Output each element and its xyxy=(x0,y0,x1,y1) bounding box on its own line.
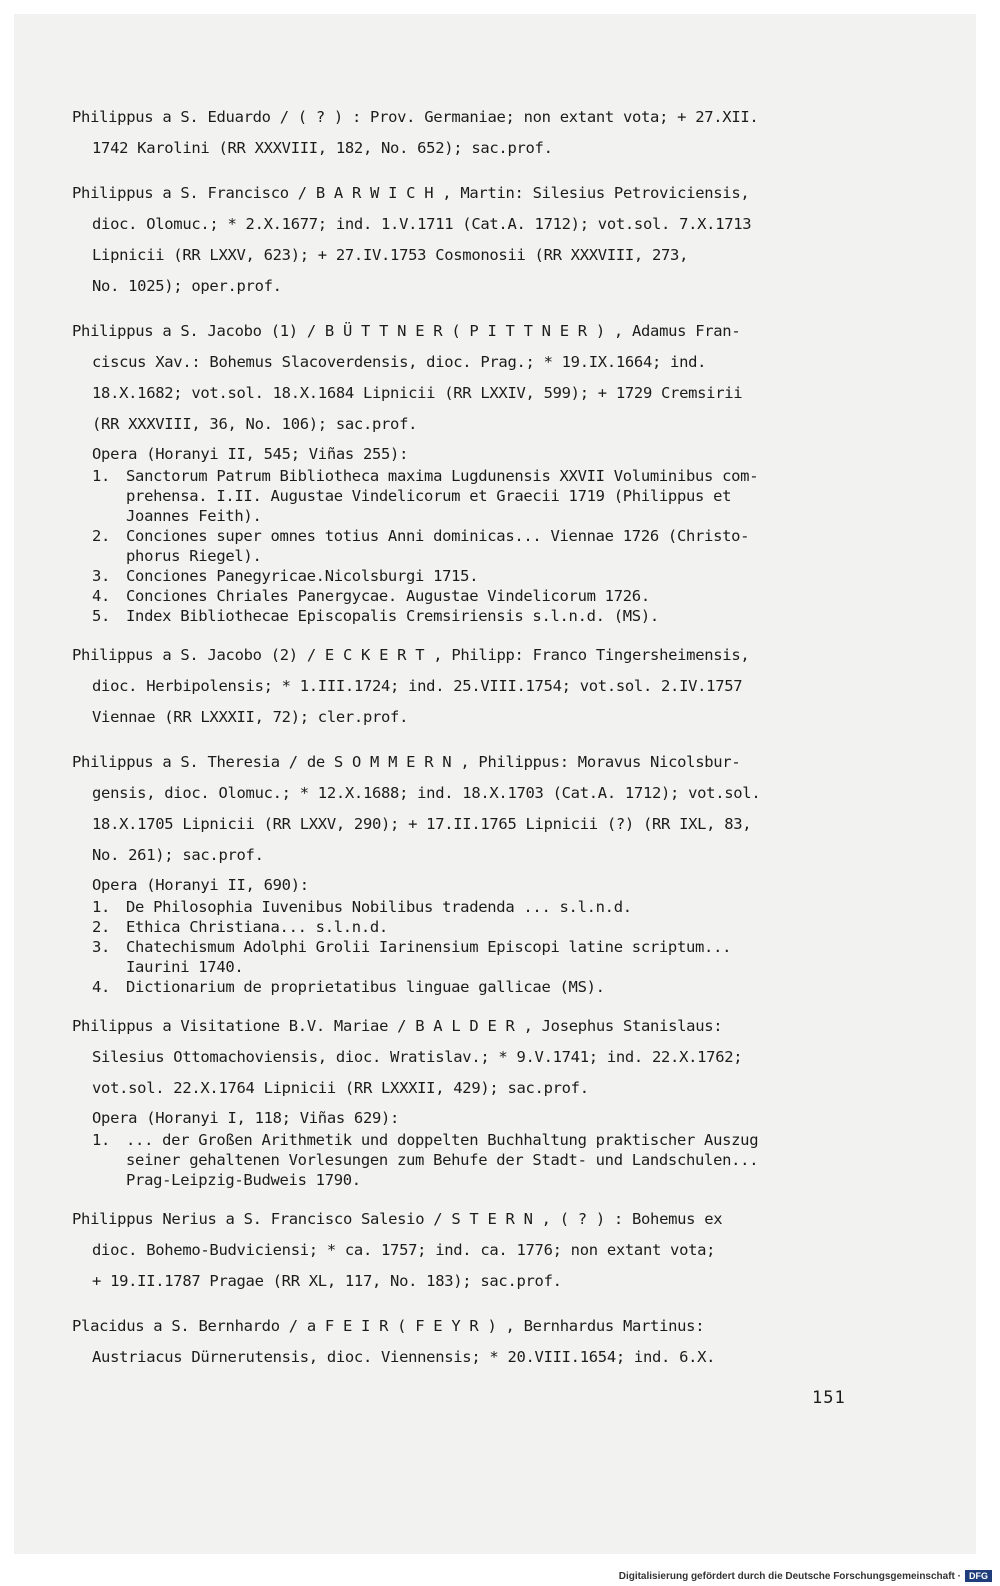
opera-heading: Opera (Horanyi II, 690): xyxy=(92,876,309,894)
opera-item-line: Index Bibliothecae Episcopalis Cremsiriensis s.l.n.d. (MS). xyxy=(126,607,659,625)
entry-line: dioc. Bohemo-Budviciensi; * ca. 1757; ind. ca. 1776; non extant vota; xyxy=(92,1241,716,1259)
opera-item-line: Joannes Feith). xyxy=(126,507,262,525)
opera-item xyxy=(92,566,872,586)
entry-line: Austriacus Dürnerutensis, dioc. Viennensis; * 20.VIII.1654; ind. 6.X. xyxy=(92,1348,716,1366)
opera-item-number: 1. xyxy=(92,1131,111,1149)
opera-item-number: 2. xyxy=(92,918,111,936)
opera-item-line: Dictionarium de proprietatibus linguae gallicae (MS). xyxy=(126,978,605,996)
opera-item xyxy=(92,606,872,626)
opera-item-number: 4. xyxy=(92,978,111,996)
entry-line: 18.X.1705 Lipnicii (RR LXXV, 290); + 17.II.1765 Lipnicii (?) (RR IXL, 83, xyxy=(92,815,752,833)
opera-item-line: De Philosophia Iuvenibus Nobilibus tradenda ... s.l.n.d. xyxy=(126,898,632,916)
opera-item-text xyxy=(126,566,872,586)
entry-line: 1742 Karolini (RR XXXVIII, 182, No. 652); sac.prof. xyxy=(92,139,553,157)
opera-item-line: Chatechismum Adolphi Grolii Iarinensium Episcopi latine scriptum... xyxy=(126,938,732,956)
opera-item xyxy=(92,937,872,977)
opera-item xyxy=(92,466,872,526)
entry-line: dioc. Herbipolensis; * 1.III.1724; ind. 25.VIII.1754; vot.sol. 2.IV.1757 xyxy=(92,677,743,695)
opera-item-number: 2. xyxy=(92,527,111,545)
entry-line: + 19.II.1787 Pragae (RR XL, 117, No. 183); sac.prof. xyxy=(92,1272,562,1290)
opera-item-line: Conciones Panegyricae.Nicolsburgi 1715. xyxy=(126,567,479,585)
opera-item-line: Conciones Chriales Panergycae. Augustae Vindelicorum 1726. xyxy=(126,587,650,605)
footer-text: Digitalisierung gefördert durch die Deutsche Forschungsgemeinschaft · xyxy=(618,1570,961,1582)
opera-item xyxy=(92,977,872,997)
opera-item-number: 1. xyxy=(92,898,111,916)
opera-item-line: prehensa. I.II. Augustae Vindelicorum et Graecii 1719 (Philippus et xyxy=(126,487,732,505)
register-entry xyxy=(72,102,872,164)
register-entry xyxy=(72,316,872,626)
opera-item-text xyxy=(126,466,872,526)
opera-heading: Opera (Horanyi I, 118; Viñas 629): xyxy=(92,1109,400,1127)
entry-line: No. 1025); oper.prof. xyxy=(92,277,282,295)
opera-list xyxy=(72,873,872,997)
entry-heading-line: Philippus a S. Francisco / B A R W I C H , Martin: Silesius Petroviciensis, xyxy=(72,184,750,202)
entry-line: Viennae (RR LXXXII, 72); cler.prof. xyxy=(92,708,409,726)
opera-list xyxy=(72,442,872,626)
opera-heading: Opera (Horanyi II, 545; Viñas 255): xyxy=(92,445,409,463)
opera-item-text xyxy=(126,937,872,977)
entry-line: dioc. Olomuc.; * 2.X.1677; ind. 1.V.1711 (Cat.A. 1712); vot.sol. 7.X.1713 xyxy=(92,215,752,233)
entry-line: No. 261); sac.prof. xyxy=(92,846,264,864)
entry-line: (RR XXXVIII, 36, No. 106); sac.prof. xyxy=(92,415,418,433)
opera-item-line: Ethica Christiana... s.l.n.d. xyxy=(126,918,388,936)
opera-list xyxy=(72,1106,872,1190)
opera-item xyxy=(92,897,872,917)
opera-item-text xyxy=(126,977,872,997)
entry-heading-line: Philippus a S. Theresia / de S O M M E R N , Philippus: Moravus Nicolsbur- xyxy=(72,753,741,771)
entry-line: 18.X.1682; vot.sol. 18.X.1684 Lipnicii (RR LXXIV, 599); + 1729 Cremsirii xyxy=(92,384,743,402)
entry-heading-line: Philippus a Visitatione B.V. Mariae / B A L D E R , Josephus Stanislaus: xyxy=(72,1017,723,1035)
register-entry xyxy=(72,1311,872,1373)
opera-item-text xyxy=(126,897,872,917)
funding-footer xyxy=(619,1570,992,1582)
entry-line: Silesius Ottomachoviensis, dioc. Wratislav.; * 9.V.1741; ind. 22.X.1762; xyxy=(92,1048,743,1066)
opera-item-text xyxy=(126,917,872,937)
opera-item-text xyxy=(126,1130,872,1190)
opera-item xyxy=(92,1130,872,1190)
register-entry xyxy=(72,1011,872,1190)
register-content xyxy=(72,102,872,1387)
opera-item-line: phorus Riegel). xyxy=(126,547,262,565)
opera-item-number: 3. xyxy=(92,938,111,956)
entry-heading-line: Philippus a S. Eduardo / ( ? ) : Prov. Germaniae; non extant vota; + 27.XII. xyxy=(72,108,759,126)
dfg-logo: DFG xyxy=(965,1570,992,1582)
register-entry xyxy=(72,178,872,302)
register-entry xyxy=(72,640,872,733)
scanned-page xyxy=(14,14,976,1554)
opera-item-number: 4. xyxy=(92,587,111,605)
opera-item-number: 5. xyxy=(92,607,111,625)
entry-line: Lipnicii (RR LXXV, 623); + 27.IV.1753 Cosmonosii (RR XXXVIII, 273, xyxy=(92,246,689,264)
opera-item-line: Conciones super omnes totius Anni dominicas... Viennae 1726 (Christo- xyxy=(126,527,750,545)
opera-item-text xyxy=(126,526,872,566)
register-entry xyxy=(72,747,872,997)
opera-item-text xyxy=(126,586,872,606)
opera-item-line: Iaurini 1740. xyxy=(126,958,244,976)
entry-line: gensis, dioc. Olomuc.; * 12.X.1688; ind. 18.X.1703 (Cat.A. 1712); vot.sol. xyxy=(92,784,761,802)
opera-item xyxy=(92,586,872,606)
entry-heading-line: Philippus a S. Jacobo (2) / E C K E R T , Philipp: Franco Tingersheimensis, xyxy=(72,646,750,664)
page-number: 151 xyxy=(812,1388,846,1408)
register-entry xyxy=(72,1204,872,1297)
opera-item-line: seiner gehaltenen Vorlesungen zum Behufe der Stadt- und Landschulen... xyxy=(126,1151,759,1169)
opera-item-line: ... der Großen Arithmetik und doppelten Buchhaltung praktischer Auszug xyxy=(126,1131,759,1149)
entry-line: ciscus Xav.: Bohemus Slacoverdensis, dioc. Prag.; * 19.IX.1664; ind. xyxy=(92,353,707,371)
opera-item-line: Sanctorum Patrum Bibliotheca maxima Lugdunensis XXVII Voluminibus com- xyxy=(126,467,759,485)
opera-item-line: Prag-Leipzig-Budweis 1790. xyxy=(126,1171,361,1189)
opera-item-number: 1. xyxy=(92,467,111,485)
entry-line: vot.sol. 22.X.1764 Lipnicii (RR LXXXII, 429); sac.prof. xyxy=(92,1079,589,1097)
opera-item-text xyxy=(126,606,872,626)
opera-item xyxy=(92,526,872,566)
entry-heading-line: Philippus Nerius a S. Francisco Salesio / S T E R N , ( ? ) : Bohemus ex xyxy=(72,1210,723,1228)
opera-item xyxy=(92,917,872,937)
entry-heading-line: Placidus a S. Bernhardo / a F E I R ( F E Y R ) , Bernhardus Martinus: xyxy=(72,1317,705,1335)
entry-heading-line: Philippus a S. Jacobo (1) / B Ü T T N E R ( P I T T N E R ) , Adamus Fran- xyxy=(72,322,741,340)
opera-item-number: 3. xyxy=(92,567,111,585)
